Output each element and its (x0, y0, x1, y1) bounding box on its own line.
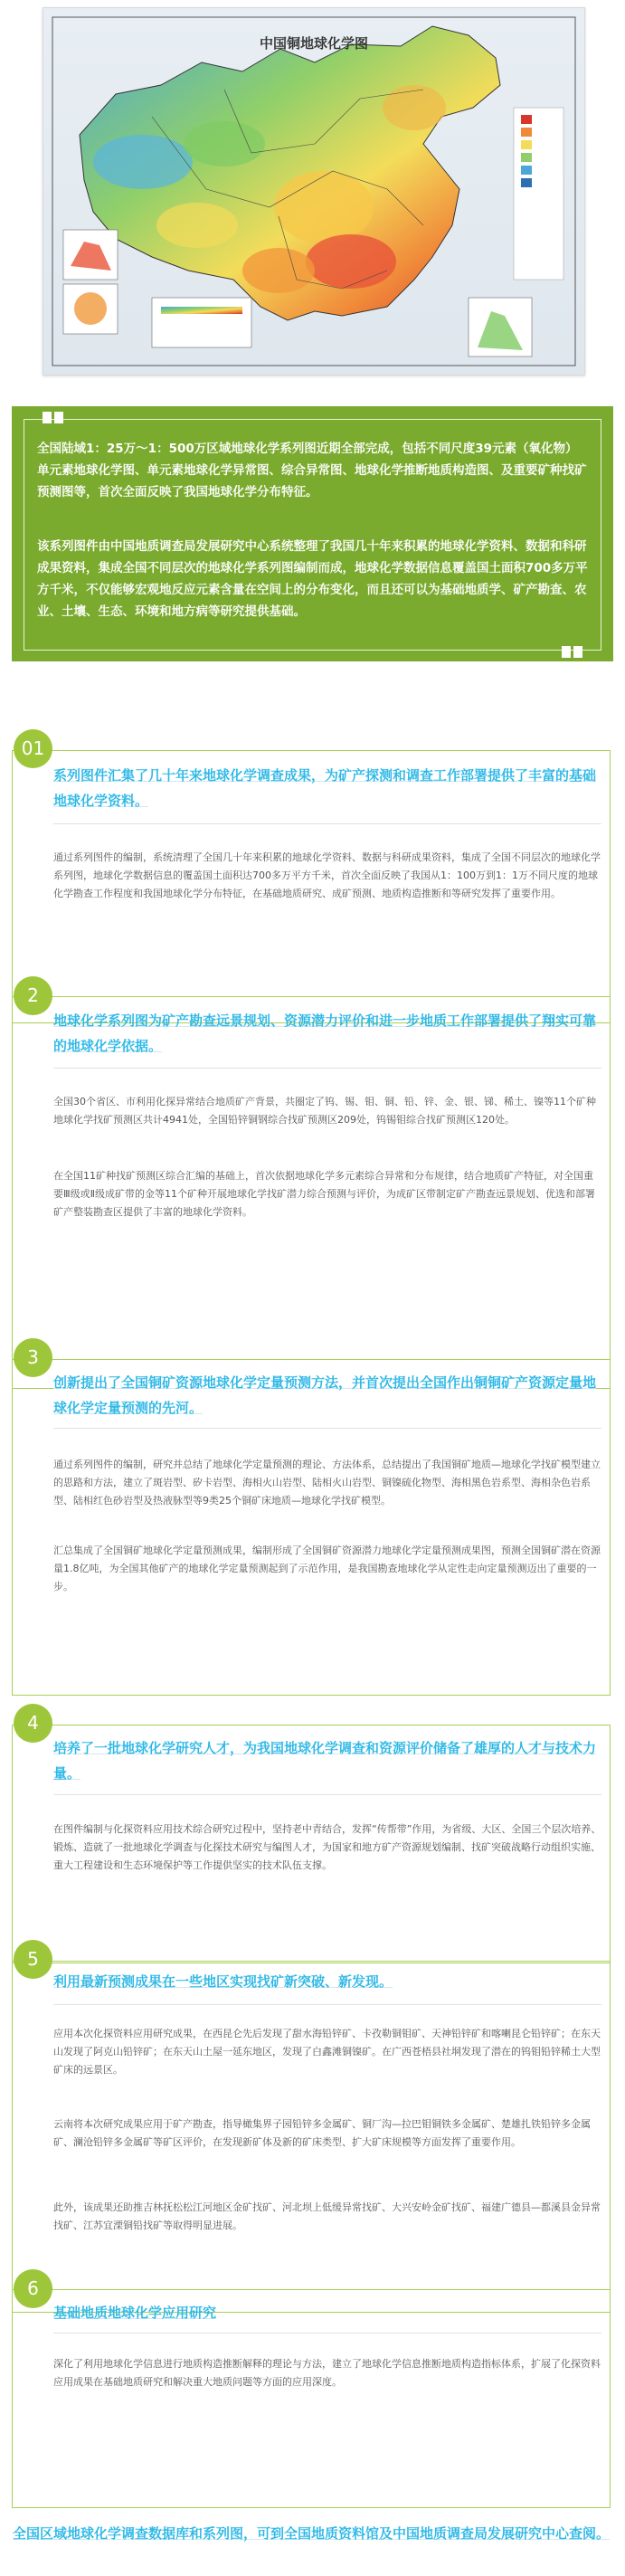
section-6-paragraph: 深化了利用地球化学信息进行地质构造推断解释的理论与方法，建立了地球化学信息推断地质构造指标体系，扩展了化探资料应用成果在基础地质研究和解决重大地质问题等方面的应用深度。 (53, 2358, 601, 2388)
quote-mark-icon (54, 412, 63, 423)
section-number-badge: 5 (14, 1940, 52, 1979)
section-3-lead: 创新提出了全国铜矿资源地球化学定量预测方法，并首次提出全国作出铜铜矿产资源定量地球化学定量预测的先河。 (53, 1374, 597, 1416)
quote-mark-icon (562, 646, 571, 658)
divider (53, 1428, 601, 1429)
divider (53, 2333, 601, 2334)
quote-mark-icon (43, 412, 52, 423)
section-number-badge: 6 (14, 2269, 52, 2308)
map-image (43, 8, 584, 375)
divider (53, 823, 601, 824)
section-5-paragraph-3: 此外，该成果还助推吉林抚松松江河地区金矿找矿、河北坝上低缓异常找矿、大兴安岭金矿找矿、福建广德县—都溪县金异常找矿、江苏宜溧铜铅找矿等取得明显进展。 (53, 2201, 601, 2231)
section-3-paragraph-1: 通过系列图件的编制，研究并总结了地球化学定量预测的理论、方法体系，总结提出了我国铜矿地质—地球化学找矿模型建立的思路和方法，建立了斑岩型、矽卡岩型、海相火山岩型、陆相火山岩型、铜镍硫化物型、海相黑色岩系型、海相杂色岩系型、陆相红色砂岩型及热液脉型等9类25个铜矿床地质—地球化学找矿模型。 (53, 1459, 601, 1507)
section-4-lead: 培养了一批地球化学研究人才，为我国地球化学调查和资源评价储备了雄厚的人才与技术力量。 (53, 1740, 597, 1782)
footer-note: 全国区域地球化学调查数据库和系列图，可到全国地质资料馆及中国地质调查局发展研究中心查阅。 (13, 2525, 611, 2542)
section-5-paragraph-2: 云南将本次研究成果应用于矿产勘查，指导橄集界子园铅锌多金属矿、铜厂沟—拉巴钼铜铁多金属矿、楚雄扎铁铅锌多金属矿、澜沧铅锌多金属矿等矿区评价，在发现新矿体及新的矿床类型、扩大矿床规模等方面发挥了重要作用。 (53, 2118, 591, 2148)
section-6-lead: 基础地质地球化学应用研究 (53, 2305, 217, 2321)
divider (53, 1794, 601, 1795)
map-title: 中国铜地球化学图 (259, 35, 368, 52)
section-number-badge: 3 (14, 1338, 52, 1377)
divider (53, 2004, 601, 2005)
china-copper-geochemical-map (43, 7, 585, 375)
section-number-badge: 4 (14, 1704, 52, 1743)
section-5-lead: 利用最新预测成果在一些地区实现找矿新突破、新发现。 (53, 1973, 393, 1990)
intro-frame (24, 419, 601, 651)
intro-paragraph-2: 该系列图件由中国地质调查局发展研究中心系统整理了我国几十年来积累的地球化学资料、数据和科研成果资料，集成全国不同层次的地球化学系列图编制而成，地球化学数据信息覆盖国土面积700多万平方千米，不仅能够宏观地反应元素含量在空间上的分布变化，而且还可以为基础地质学、矿产勘查、农业、土壤、生态、环境和地方病等研究提供基础。 (37, 539, 588, 619)
section-number-badge: 01 (14, 729, 52, 768)
intro-paragraph-1: 全国陆域1：25万～1：500万区域地球化学系列图近期全部完成，包括不同尺度39元素（氧化物）单元素地球化学图、单元素地球化学异常图、综合异常图、地球化学推断地质构造图、及重要矿种找矿预测图等，首次全面反映了我国地球化学分布特征。 (37, 442, 587, 499)
quote-mark-icon (573, 646, 582, 658)
section-5-paragraph-1: 应用本次化探资料应用研究成果，在西昆仑先后发现了甜水海铅锌矿、卡孜勒铜钼矿、天神铅锌矿和喀喇昆仑铅锌矿；在东天山发现了阿克山铅锌矿；在东天山土屋一延东地区，发现了白鑫滩铜镍矿。在广西苍梧县社垌发现了潜在的钨钼铅锌稀土大型矿床的远景区。 (53, 2028, 601, 2076)
divider (53, 1068, 601, 1069)
section-3-paragraph-2: 汇总集成了全国铜矿地球化学定量预测成果，编制形成了全国铜矿资源潜力地球化学定量预测成果图，预测全国铜矿潜在资源量1.8亿吨，为全国其他矿产的地球化学定量预测起到了示范作用，是我国勘查地球化学从定性走向定量预测迈出了重要的一步。 (53, 1545, 601, 1592)
section-4-paragraph: 在图件编制与化探资料应用技术综合研究过程中，坚持老中青结合，发挥“传帮带”作用，为省级、大区、全国三个层次培养、锻炼、造就了一批地球化学调查与化探技术研究与编图人才，为国家和地方矿产资源规划编制、找矿突破战略行动组织实施、重大工程建设和生态环境保护等工作提供坚实的技术队伍支撑。 (53, 1823, 601, 1871)
section-2-paragraph-1: 全国30个省区、市利用化探异常结合地质矿产背景，共圈定了钨、锡、钼、铜、铅、锌、金、银、锑、稀土、镍等11个矿种地球化学找矿预测区共计4941处，全国铅锌铜钢综合找矿预测区209处，钨锡钼综合找矿预测区120处。 (53, 1096, 596, 1126)
section-1-paragraph: 通过系列图件的编制，系统清理了全国几十年来积累的地球化学资料、数据与科研成果资料，集成了全国不同层次的地球化学系列图，地球化学数据信息的覆盖国土面积达700多万平方千米，首次全面反映了我国从1：100万到1：1万不同尺度的地球化学勘查工作程度和我国地球化学分布特征，在基础地质研究、成矿预测、地质构造推断和等研究发挥了重要作用。 (53, 851, 601, 899)
section-1-lead: 系列图件汇集了几十年来地球化学调查成果，为矿产探测和调查工作部署提供了丰富的基础地球化学资料。 (53, 767, 597, 809)
intro-panel (12, 406, 613, 661)
section-number-badge: 2 (14, 976, 52, 1015)
section-2-lead: 地球化学系列图为矿产勘查远景规划、资源潜力评价和进一步地质工作部署提供了翔实可靠的地球化学依据。 (53, 1012, 597, 1054)
section-2-paragraph-2: 在全国11矿种找矿预测区综合汇编的基础上，首次依据地球化学多元素综合异常和分布规律，结合地质矿产特征，对全国重要Ⅲ级或Ⅱ级成矿带的金等11个矿种开展地球化学找矿潜力综合预测与评价，为成矿区带制定矿产勘查远景规划、优选和部署矿产整装勘查区提供了丰富的地球化学资料。 (53, 1170, 595, 1218)
